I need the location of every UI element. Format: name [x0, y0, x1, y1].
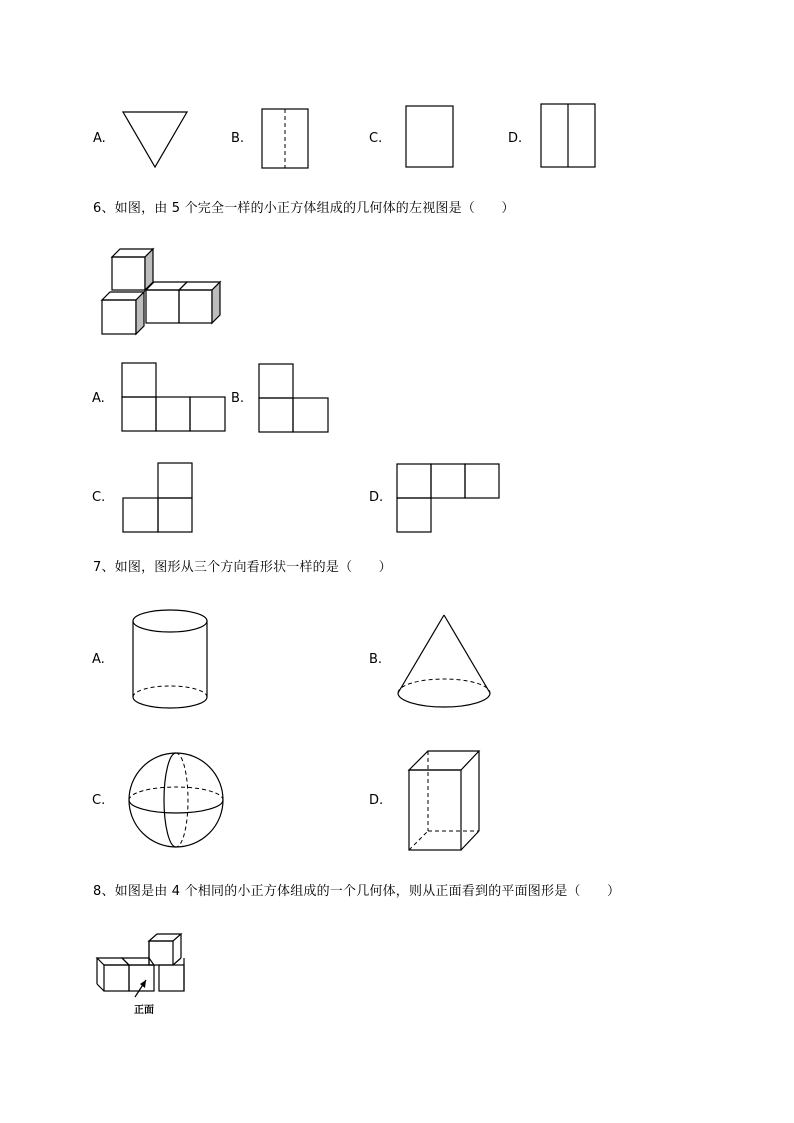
- q7-option-c-label: C.: [92, 793, 106, 808]
- q8-front-label: 正面: [134, 1005, 154, 1016]
- q7-option-d-label: D.: [369, 793, 384, 808]
- q5-option-b-label: B.: [231, 131, 245, 146]
- q8-cube-structure: [97, 934, 184, 991]
- q5-option-c-label: C.: [369, 131, 383, 146]
- q7-option-b-label: B.: [369, 652, 383, 667]
- q7-text: 7、如图，图形从三个方向看形状一样的是（ ）: [93, 560, 392, 575]
- q7-option-a-label: A.: [92, 652, 105, 667]
- q6-text: 6、如图，由 5 个完全一样的小正方体组成的几何体的左视图是（ ）: [93, 201, 515, 216]
- q5-option-a-label: A.: [93, 131, 106, 146]
- q6-option-c-label: C.: [92, 490, 106, 505]
- q6-option-b-label: B.: [231, 391, 245, 406]
- q6-option-d-label: D.: [369, 490, 384, 505]
- q6-option-a-label: A.: [92, 391, 105, 406]
- q5-option-d-label: D.: [508, 131, 523, 146]
- q8-text: 8、如图是由 4 个相同的小正方体组成的一个几何体，则从正面看到的平面图形是（ ）: [93, 884, 621, 899]
